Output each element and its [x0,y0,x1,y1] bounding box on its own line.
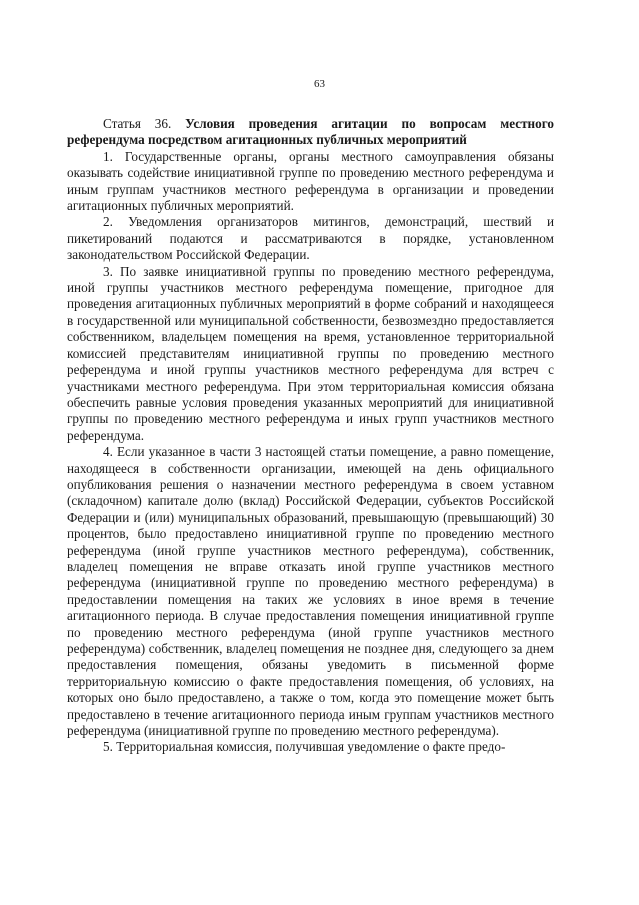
paragraph-5: 5. Территориальная комиссия, получившая уведомление о факте предо- [103,739,506,755]
page-number: 63 [314,78,325,90]
page-content [67,116,554,756]
article-title: Условия проведения агитации по вопросам местного референдума посредством агитационных публичных мероприятий [67,116,554,148]
paragraph-4: 4. Если указанное в части 3 настоящей статьи помещение, а равно помещение, находящееся в собственности организации, имеющей на день официального опубликования решения о назначении местного референдума в своем уставном (складочном) капитале долю (вклад) Российской Федерации, субъектов Российской Федерации и (или) муниципальных образований, превышающую (превышающий) 30 процентов, было предоставлено инициативной группе по проведению местного референдума (иной группе участников местного референдума), собственник, владелец помещения не вправе отказать иной группе участников местного референдума (инициативной группе по проведению местного референдума) в предоставлении помещения на таких же условиях в иное время в течение агитационного периода. В случае предоставления помещения инициативной группе по проведению местного референдума (иной группе участников местного референдума) собственник, владелец помещения не позднее дня, следующего за днем предоставления помещения, обязаны уведомить в письменной форме территориальную комиссию о факте предоставления помещения, об условиях, на которых оно было предоставлено, а также о том, когда это помещение может быть предоставлено в течение агитационного периода иным группам участников местного референдума (инициативной группе по проведению местного референдума). [67,444,554,739]
article-label: Статья 36. [103,116,172,131]
paragraph-2: 2. Уведомления организаторов митингов, демонстраций, шествий и пикетирований подаются и рассматриваются в порядке, установленном законодательством Российской Федерации. [67,214,554,263]
article-heading [67,116,554,149]
paragraph-1: 1. Государственные органы, органы местного самоуправления обязаны оказывать содействие инициативной группе по проведению местного референдума и иным группам участников местного референдума в организации и проведении агитационных публичных мероприятий. [67,148,554,214]
paragraph-3: 3. По заявке инициативной группы по проведению местного референдума, иной группы участников местного референдума помещение, пригодное для проведения агитационных публичных мероприятий в форме собраний и находящееся в государственной или муниципальной собственности, безвозмездно предоставляется собственником, владельцем помещения на время, установленное территориальной комиссией представителям инициативной группы по проведению местного референдума и иной группы участников местного референдума для встреч с участниками местного референдума. При этом территориальная комиссия обязана обеспечить равные условия проведения указанных мероприятий для инициативной группы по проведению местного референдума и иных групп участников местного референдума. [67,263,554,443]
